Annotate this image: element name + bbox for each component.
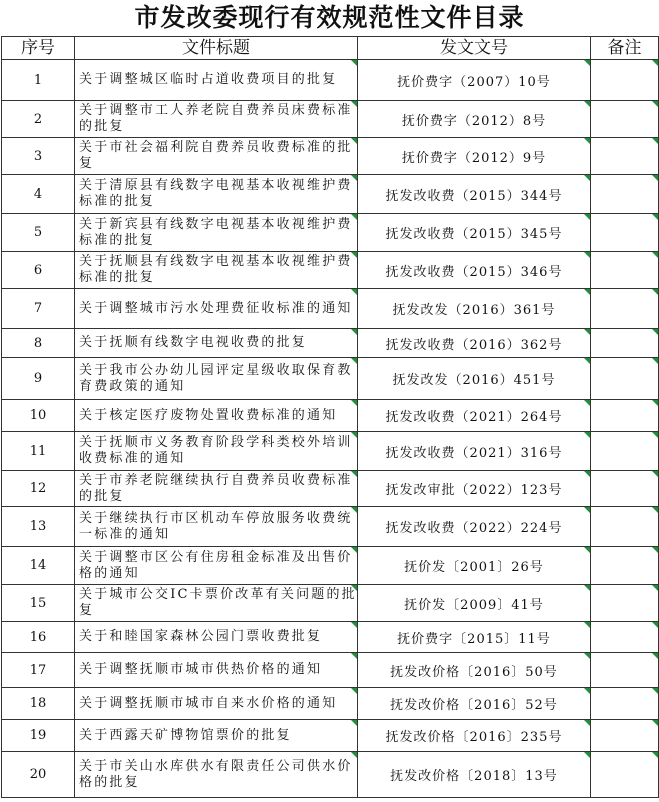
- row-seq: [2, 432, 75, 471]
- row-title: [75, 358, 358, 400]
- row-doc-no: [358, 752, 591, 798]
- cell-comment-marker-icon: [652, 720, 658, 726]
- row-title-text: 关于新宾县有线数字电视基本收视维护费标准的批复: [79, 216, 353, 248]
- cell-comment-marker-icon: [652, 752, 658, 758]
- cell-comment-marker-icon: [652, 138, 658, 144]
- row-doc-no-text: 抚发改收费（2021）316号: [385, 445, 563, 461]
- row-title-text: 关于调整市工人养老院自费养员床费标准的批复: [79, 103, 353, 134]
- row-doc-no-text: 抚发改收费（2015）346号: [385, 264, 563, 280]
- cell-comment-marker-icon: [584, 289, 590, 295]
- table-row: [2, 214, 659, 252]
- row-doc-no: [358, 688, 591, 720]
- header-doc-no: 发文文号: [358, 37, 591, 60]
- table-row: [2, 60, 659, 101]
- row-doc-no-text: 抚发改审批（2022）123号: [385, 483, 563, 498]
- row-seq: [2, 585, 75, 622]
- row-title-text: 关于继续执行市区机动车停放服务收费统一标准的通知: [79, 510, 353, 542]
- table-row: [2, 329, 659, 358]
- row-doc-no-text: 抚发改收费（2015）345号: [385, 227, 563, 242]
- row-doc-no-text: 抚发改发（2016）451号: [392, 373, 556, 388]
- table-row: [2, 471, 659, 507]
- row-title: [75, 752, 358, 798]
- row-doc-no-text: 抚价费字（2012）9号: [401, 150, 547, 166]
- row-title: [75, 688, 358, 720]
- cell-comment-marker-icon: [652, 653, 658, 659]
- row-title: [75, 720, 358, 752]
- header-row: [2, 37, 659, 60]
- row-doc-no-text: 抚发改价格〔2018〕13号: [390, 769, 558, 784]
- row-note: [591, 432, 659, 471]
- row-title-text: 关于核定医疗废物处置收费标准的通知: [79, 407, 338, 423]
- cell-comment-marker-icon: [652, 622, 658, 628]
- row-title-text: 关于调整城市污水处理费征收标准的通知: [79, 300, 353, 316]
- row-title: [75, 400, 358, 432]
- cell-comment-marker-icon: [652, 432, 658, 438]
- row-note: [591, 547, 659, 585]
- header-seq: 序号: [2, 37, 75, 60]
- row-doc-no: [358, 175, 591, 214]
- row-seq: [2, 688, 75, 720]
- row-seq: [2, 358, 75, 400]
- cell-comment-marker-icon: [584, 507, 590, 513]
- cell-comment-marker-icon: [351, 138, 357, 144]
- row-doc-no: [358, 289, 591, 329]
- cell-comment-marker-icon: [652, 471, 658, 477]
- cell-comment-marker-icon: [652, 214, 658, 220]
- row-seq-text: 20: [29, 767, 47, 782]
- cell-comment-marker-icon: [351, 358, 357, 364]
- row-seq: [2, 175, 75, 214]
- cell-comment-marker-icon: [584, 653, 590, 659]
- row-doc-no: [358, 471, 591, 507]
- row-note: [591, 358, 659, 400]
- row-seq: [2, 289, 75, 329]
- cell-comment-marker-icon: [351, 547, 357, 553]
- row-seq-text: 4: [33, 186, 43, 202]
- table-row: [2, 547, 659, 585]
- page-title: 市发改委现行有效规范性文件目录: [134, 3, 525, 32]
- row-seq-text: 6: [33, 262, 43, 278]
- row-seq-text: 11: [29, 443, 47, 459]
- row-seq: [2, 653, 75, 688]
- row-doc-no-text: 抚发改价格〔2016〕52号: [390, 698, 558, 713]
- cell-comment-marker-icon: [351, 653, 357, 659]
- row-seq: [2, 471, 75, 507]
- row-doc-no: [358, 138, 591, 175]
- cell-comment-marker-icon: [652, 60, 658, 66]
- table-row: [2, 101, 659, 138]
- row-seq: [2, 329, 75, 358]
- row-doc-no: [358, 214, 591, 252]
- row-title-text: 关于西露天矿博物馆票价的批复: [79, 727, 292, 743]
- row-note: [591, 138, 659, 175]
- cell-comment-marker-icon: [584, 358, 590, 364]
- row-doc-no-text: 抚价发〔2009〕41号: [404, 597, 544, 613]
- cell-comment-marker-icon: [351, 329, 357, 335]
- cell-comment-marker-icon: [584, 329, 590, 335]
- row-seq-text: 15: [29, 595, 47, 611]
- cell-comment-marker-icon: [351, 752, 357, 758]
- row-doc-no: [358, 622, 591, 653]
- row-doc-no-text: 抚发改价格〔2016〕235号: [385, 730, 563, 745]
- cell-comment-marker-icon: [652, 289, 658, 295]
- row-seq-text: 10: [29, 408, 47, 423]
- table-row: [2, 358, 659, 400]
- row-title: [75, 175, 358, 214]
- row-note: [591, 252, 659, 289]
- cell-comment-marker-icon: [584, 252, 590, 258]
- row-doc-no: [358, 101, 591, 138]
- row-doc-no-text: 抚发改收费（2016）362号: [385, 337, 563, 353]
- row-title: [75, 252, 358, 289]
- cell-comment-marker-icon: [652, 175, 658, 181]
- file-table: [1, 36, 659, 798]
- row-seq: [2, 252, 75, 289]
- row-title-text: 关于市关山水库供水有限责任公司供水价格的批复: [79, 758, 353, 790]
- row-seq: [2, 60, 75, 101]
- header-note: 备注: [591, 37, 659, 60]
- row-title-text: 关于城市公交IC卡票价改革有关问题的批复: [79, 587, 357, 618]
- row-doc-no: [358, 653, 591, 688]
- row-doc-no: [358, 400, 591, 432]
- row-doc-no: [358, 329, 591, 358]
- row-seq: [2, 214, 75, 252]
- row-seq-text: 9: [33, 371, 43, 386]
- row-seq-text: 3: [33, 148, 43, 164]
- row-title-text: 关于我市公办幼儿园评定星级收取保育教育费政策的通知: [79, 362, 353, 394]
- row-title-text: 关于调整抚顺市城市自来水价格的通知: [79, 695, 338, 711]
- table-row: [2, 289, 659, 329]
- cell-comment-marker-icon: [652, 101, 658, 107]
- cell-comment-marker-icon: [584, 585, 590, 591]
- table-row: [2, 688, 659, 720]
- row-title-text: 关于调整市区公有住房租金标准及出售价格的通知: [79, 549, 353, 581]
- header-title: 文件标题: [75, 37, 358, 60]
- cell-comment-marker-icon: [584, 622, 590, 628]
- cell-comment-marker-icon: [652, 688, 658, 694]
- cell-comment-marker-icon: [351, 622, 357, 628]
- row-title: [75, 289, 358, 329]
- row-seq-text: 18: [29, 696, 47, 711]
- table-row: [2, 400, 659, 432]
- row-title: [75, 507, 358, 547]
- row-note: [591, 101, 659, 138]
- cell-comment-marker-icon: [584, 720, 590, 726]
- row-doc-no-text: 抚发改收费（2015）344号: [385, 188, 563, 204]
- table-row: [2, 720, 659, 752]
- row-note: [591, 720, 659, 752]
- cell-comment-marker-icon: [652, 585, 658, 591]
- row-seq-text: 19: [29, 728, 47, 743]
- row-note: [591, 175, 659, 214]
- table-row: [2, 432, 659, 471]
- cell-comment-marker-icon: [351, 688, 357, 694]
- row-doc-no-text: 抚价费字（2007）10号: [397, 74, 551, 90]
- cell-comment-marker-icon: [584, 400, 590, 406]
- row-title: [75, 432, 358, 471]
- row-note: [591, 329, 659, 358]
- row-note: [591, 585, 659, 622]
- row-seq-text: 2: [33, 111, 43, 127]
- row-doc-no-text: 抚发改价格〔2016〕50号: [390, 664, 558, 680]
- row-doc-no: [358, 252, 591, 289]
- row-seq-text: 5: [33, 225, 43, 240]
- row-title-text: 关于抚顺县有线数字电视基本收视维护费标准的批复: [79, 254, 353, 285]
- row-seq-text: 17: [29, 662, 47, 678]
- row-note: [591, 289, 659, 329]
- row-title: [75, 60, 358, 101]
- row-note: [591, 471, 659, 507]
- row-title: [75, 622, 358, 653]
- row-title-text: 关于抚顺市义务教育阶段学科类校外培训收费标准的通知: [79, 435, 353, 466]
- row-seq-text: 7: [33, 301, 43, 316]
- row-title: [75, 653, 358, 688]
- row-title-text: 关于清原县有线数字电视基本收视维护费标准的批复: [79, 178, 353, 209]
- row-seq: [2, 101, 75, 138]
- cell-comment-marker-icon: [351, 252, 357, 258]
- row-note: [591, 60, 659, 101]
- row-seq: [2, 547, 75, 585]
- row-title: [75, 329, 358, 358]
- row-title-text: 关于抚顺有线数字电视收费的批复: [79, 335, 308, 350]
- cell-comment-marker-icon: [351, 214, 357, 220]
- row-seq: [2, 720, 75, 752]
- cell-comment-marker-icon: [351, 175, 357, 181]
- cell-comment-marker-icon: [652, 547, 658, 553]
- cell-comment-marker-icon: [351, 60, 357, 66]
- row-title-text: 关于调整抚顺市城市供热价格的通知: [79, 662, 323, 677]
- cell-comment-marker-icon: [584, 214, 590, 220]
- row-title-text: 关于和睦国家森林公园门票收费批复: [79, 629, 323, 644]
- cell-comment-marker-icon: [351, 585, 357, 591]
- row-seq: [2, 400, 75, 432]
- row-title: [75, 138, 358, 175]
- row-title: [75, 547, 358, 585]
- table-row: [2, 752, 659, 798]
- row-note: [591, 507, 659, 547]
- cell-comment-marker-icon: [351, 289, 357, 295]
- row-seq: [2, 622, 75, 653]
- row-title: [75, 585, 358, 622]
- table-row: [2, 138, 659, 175]
- row-note: [591, 752, 659, 798]
- row-title-text: 关于市社会福利院自费养员收费标准的批复: [79, 140, 353, 171]
- row-doc-no: [358, 432, 591, 471]
- row-title: [75, 214, 358, 252]
- row-title-text: 关于市养老院继续执行自费养员收费标准的批复: [79, 472, 353, 504]
- table-row: [2, 585, 659, 622]
- row-note: [591, 688, 659, 720]
- row-doc-no-text: 抚价费字〔2015〕11号: [397, 631, 551, 647]
- cell-comment-marker-icon: [652, 329, 658, 335]
- row-doc-no: [358, 720, 591, 752]
- row-doc-no-text: 抚发改发（2016）361号: [392, 303, 556, 318]
- cell-comment-marker-icon: [584, 138, 590, 144]
- row-note: [591, 400, 659, 432]
- cell-comment-marker-icon: [351, 432, 357, 438]
- row-doc-no-text: 抚价发〔2001〕26号: [404, 560, 544, 575]
- cell-comment-marker-icon: [351, 720, 357, 726]
- cell-comment-marker-icon: [351, 471, 357, 477]
- cell-comment-marker-icon: [584, 688, 590, 694]
- cell-comment-marker-icon: [584, 471, 590, 477]
- row-seq: [2, 752, 75, 798]
- table-row: [2, 507, 659, 547]
- cell-comment-marker-icon: [351, 400, 357, 406]
- cell-comment-marker-icon: [652, 252, 658, 258]
- row-note: [591, 622, 659, 653]
- row-seq-text: 12: [29, 481, 47, 496]
- table-row: [2, 622, 659, 653]
- table-row: [2, 175, 659, 214]
- row-seq-text: 8: [33, 335, 43, 351]
- row-note: [591, 653, 659, 688]
- cell-comment-marker-icon: [584, 101, 590, 107]
- row-title: [75, 471, 358, 507]
- row-doc-no: [358, 358, 591, 400]
- row-doc-no: [358, 60, 591, 101]
- row-doc-no-text: 抚价费字（2012）8号: [401, 113, 547, 129]
- cell-comment-marker-icon: [652, 507, 658, 513]
- row-seq-text: 13: [29, 519, 47, 534]
- row-seq-text: 14: [29, 558, 47, 573]
- row-title: [75, 101, 358, 138]
- cell-comment-marker-icon: [584, 432, 590, 438]
- row-doc-no-text: 抚发改收费（2022）224号: [385, 521, 563, 536]
- cell-comment-marker-icon: [584, 175, 590, 181]
- row-doc-no: [358, 547, 591, 585]
- row-seq: [2, 507, 75, 547]
- cell-comment-marker-icon: [351, 101, 357, 107]
- row-seq-text: 1: [33, 72, 43, 88]
- row-doc-no: [358, 507, 591, 547]
- row-doc-no-text: 抚发改收费（2021）264号: [385, 410, 563, 425]
- cell-comment-marker-icon: [584, 547, 590, 553]
- cell-comment-marker-icon: [652, 358, 658, 364]
- table-row: [2, 252, 659, 289]
- cell-comment-marker-icon: [351, 507, 357, 513]
- cell-comment-marker-icon: [652, 400, 658, 406]
- cell-comment-marker-icon: [584, 752, 590, 758]
- row-title-text: 关于调整城区临时占道收费项目的批复: [79, 72, 338, 87]
- row-note: [591, 214, 659, 252]
- row-seq: [2, 138, 75, 175]
- table-row: [2, 653, 659, 688]
- row-doc-no: [358, 585, 591, 622]
- cell-comment-marker-icon: [584, 60, 590, 66]
- row-seq-text: 16: [29, 629, 47, 645]
